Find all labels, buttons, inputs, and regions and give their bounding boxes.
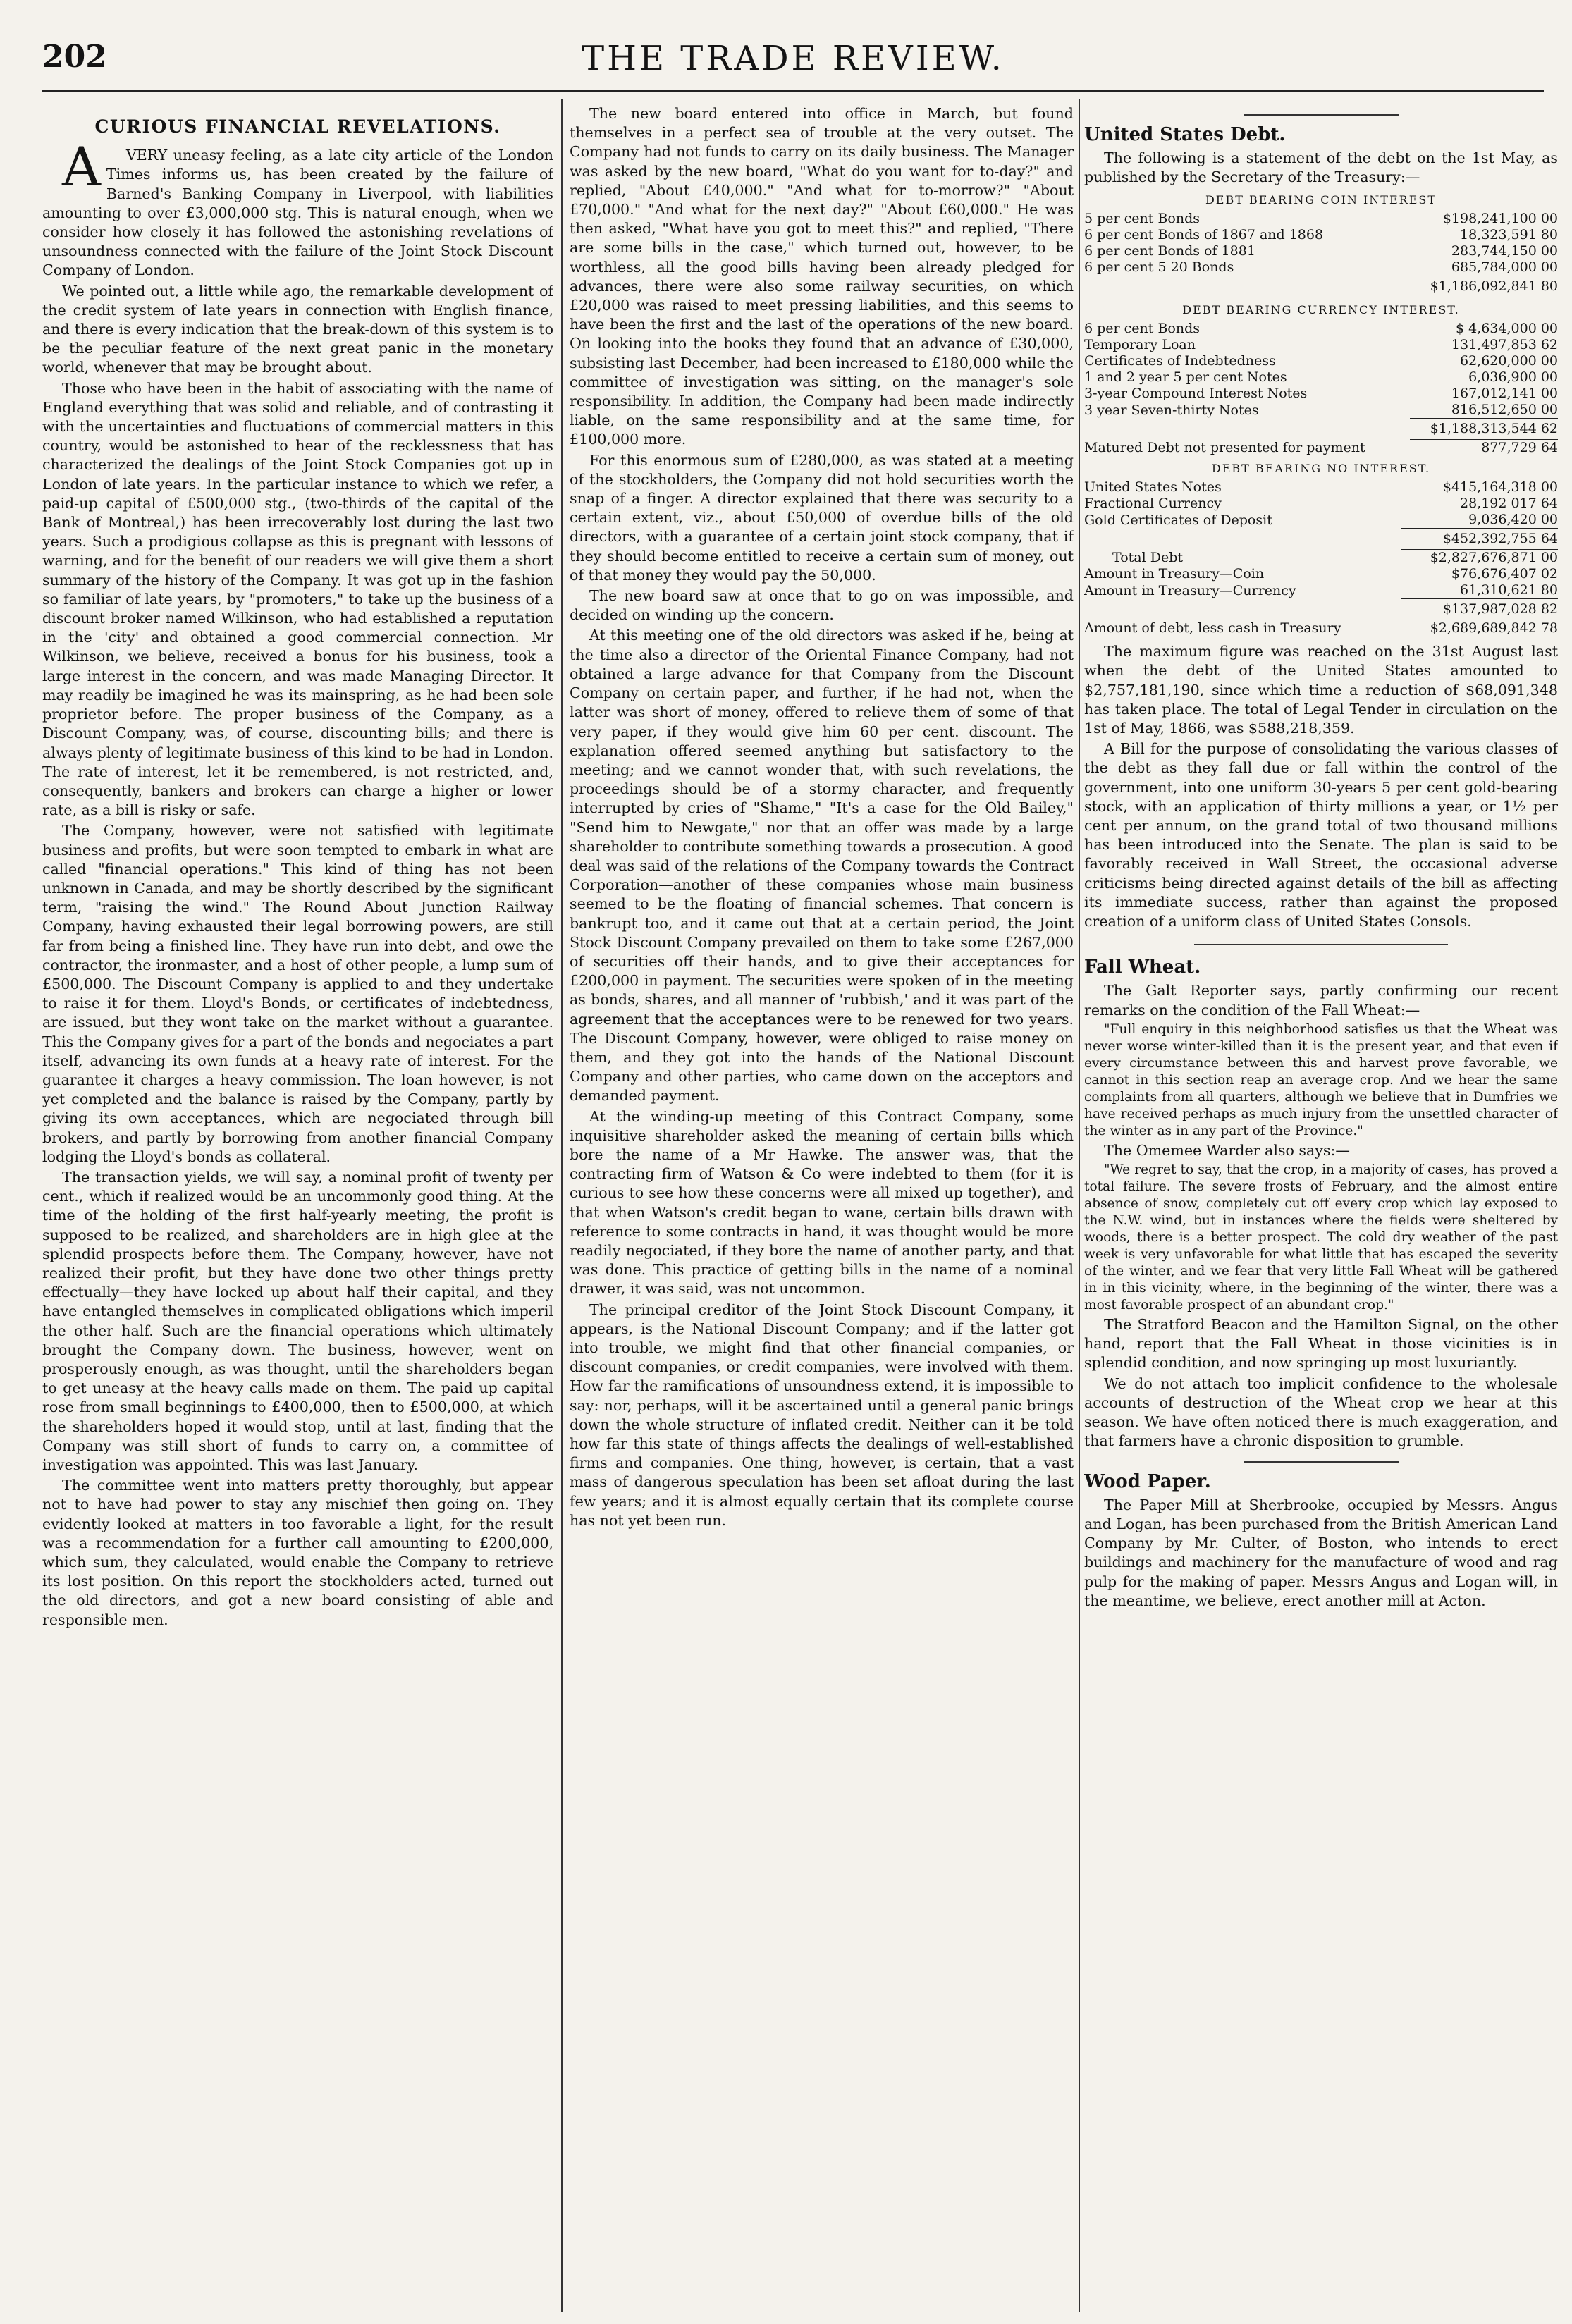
row-label: Temporary Loan [1084, 337, 1196, 353]
section-rule [1244, 114, 1399, 116]
row-label: 5 per cent Bonds [1084, 210, 1201, 226]
table-subheading: DEBT BEARING NO INTEREST. [1211, 462, 1431, 476]
subtotal-amount: $1,186,092,841 80 [1393, 276, 1558, 297]
table-row [1084, 512, 1558, 529]
page-number: 202 [42, 39, 107, 75]
table-row [1084, 353, 1558, 369]
article-paragraph: The maximum figure was reached on the 31st August last when the debt of the United States amounted to $2,757,181,190, since which time a reduction of $68,091,348 has taken place. The total of Legal Tender in circulation on the 1st of May, 1866, was $588,218,359. [1084, 643, 1558, 737]
quoted-paragraph: "We regret to say, that the crop, in a majority of cases, has proved a total failure. The severe frosts of February, and the almost entire absence of snow, completely cut off every crop which lay exposed to the N.W. wind, but in instances where the fields were sheltered by woods, there is a better prospect. The cold dry weather of the past week is very unfavorable for what little that has escaped the severity of the winter, and we fear that very little Fall Wheat will be gathered in in this vicinity, where, in the beginning of the winter, there was a most favorable prospect of an abundant crop." [1084, 1162, 1558, 1313]
article-title: CURIOUS FINANCIAL REVELATIONS. [94, 116, 501, 137]
row-amount: 167,012,141 00 [1451, 386, 1558, 402]
table-row [1084, 550, 1558, 567]
section-rule [1194, 944, 1448, 945]
article-paragraph: At the winding-up meeting of this Contract Company, some inquisitive shareholder asked the meaning of certain bills which bore the name of a Mr Hawke. The answer was, that the contracting firm of Watson & Co were indebted to them (for it is curious to see how these concerns were all mixed up together), and that when Watson's credit began to wane, certain bills drawn with reference to some contracts in hand, it was thought would be more readily negociated, if they bore the name of another party, and that was done. This practice of getting bills in the name of a nominal drawer, it was said, was not uncommon. [570, 1107, 1074, 1298]
article-title: Fall Wheat. [1084, 957, 1201, 978]
row-amount: 61,310,621 80 [1459, 582, 1558, 598]
subtotal-amount: $137,987,028 82 [1401, 599, 1558, 620]
table-total-row [1084, 599, 1558, 620]
row-label: Matured Debt not presented for payment [1084, 440, 1365, 456]
table-row [1084, 259, 1558, 276]
debt-table-currency [1084, 321, 1558, 456]
table-subheading: DEBT BEARING CURRENCY INTEREST. [1182, 302, 1460, 316]
article-paragraph: We do not attach too implicit confidence to the wholesale accounts of destruction of the Wheat crop we hear at this season. We have often noticed there is much exaggeration, and that farmers have a chronic disposition to grumble. [1084, 1375, 1558, 1450]
row-label: Amount in Treasury—Coin [1084, 566, 1265, 582]
row-label: Amount of debt, less cash in Treasury [1084, 620, 1341, 637]
subtotal-amount: $452,392,755 64 [1401, 529, 1558, 550]
row-amount: $2,689,689,842 78 [1430, 620, 1558, 637]
article-paragraph: AVERY uneasy feeling, as a late city article of the London Times informs us, has been created by the failure of Barned's Banking Company in Liverpool, with liabilities amounting to over £3,000,000 stg. This is natural enough, when we consider how closely it has followed the astonishing revelations of unsoundness connected with the failure of the Joint Stock Discount Company of London. [42, 135, 553, 279]
row-label: Gold Certificates of Deposit [1084, 512, 1272, 528]
table-row [1084, 321, 1558, 337]
column-1 [42, 104, 553, 2311]
article-paragraph: The Company, however, were not satisfied with legitimate business and profits, but were soon tempted to embark in what are called "financial operations." This kind of thing has not been unknown in Canada, and may be shortly described by the significant term, "raising the wind." The Round About Junction Railway Company, having exhausted their legal borrowing powers, are still far from being a finished line. They have run into debt, and owe the contractor, the ironmaster, and a host of other people, a lump sum of £500,000. The Discount Company is applied to and they undertake to raise it for them. Lloyd's Bonds, or certificates of indebtedness, are issued, but they wont take on the market without a guarantee. This the Company gives for a part of the bonds and negociates a part itself, advancing its own funds at a heavy rate of interest. For the guarantee it charges a heavy commission. The loan however, is not yet completed and the balance is raised by the Company, partly by giving its own acceptances, which are negociated through bill brokers, and partly by borrowing from another financial Company lodging the Lloyd's bonds as collateral. [42, 822, 553, 1165]
table-row [1084, 337, 1558, 353]
row-amount: 877,729 64 [1481, 440, 1558, 456]
article-paragraph: Those who have been in the habit of associating with the name of England everything that was solid and reliable, and of contrasting it with the uncertainties and fluctuations of commercial matters in this country, would be astonished to hear of the recklessness that has characterized the dealings of the Joint Stock Companies got up in London of late years. In the particular instance to which we refer, a paid-up capital of £500,000 stg., (two-thirds of the capital of the Bank of Montreal,) has been irrecoverably lost during the last two years. Such a prodigious collapse as this is pregnant with lessons of warning, and for the benefit of our readers we will give them a short summary of the history of the Company. It was got up in the fashion so familiar of late years, by "promoters," to take up the business of a discount broker named Wilkinson, who had established a reputation in the 'city' and obtained a good commercial connection. Mr Wilkinson, we believe, received a bonus for his business, took a large interest in the concern, and was made Managing Director. It may readily be imagined he was its mainspring, as he had been sole proprietor before. The proper business of the Company, as a Discount Company, was, of course, discounting bills; and there is always plenty of legitimate business of this kind to be had in London. The rate of interest, let it be remembered, is not restricted, and, consequently, bankers and brokers can charge a higher or lower rate, as a bill is risky or safe. [42, 379, 553, 819]
row-amount: 131,497,853 62 [1451, 337, 1558, 353]
debt-table-coin [1084, 211, 1558, 297]
row-label: 6 per cent Bonds of 1867 and 1868 [1084, 226, 1324, 242]
row-amount: 9,036,420 00 [1468, 512, 1558, 528]
article-paragraph: The Galt Reporter says, partly confirming our recent remarks on the condition of the Fall Wheat:— [1084, 982, 1558, 1019]
table-row [1084, 369, 1558, 386]
row-label: Fractional Currency [1084, 496, 1222, 512]
article-paragraph: We pointed out, a little while ago, the remarkable development of the credit system of late years in connection with English finance, and there is every indication that the break-down of this system is to be the peculiar feature of the next great panic in the monetary world, whenever that may be brought about. [42, 282, 553, 376]
row-amount: $76,676,407 02 [1451, 566, 1558, 582]
article-paragraph: The committee went into matters pretty thoroughly, but appear not to have had power to stay any mischief then going on. They evidently looked at matters in too favorable a light, for the result was a recommendation for a further call amounting to £200,000, which sum, they calculated, would enable the Company to retrieve its lost position. On this report the stockholders acted, turned out the old directors, and got a new board consisting of able and responsible men. [42, 1477, 553, 1628]
publication-title: THE TRADE REVIEW. [582, 39, 1005, 78]
table-row [1084, 496, 1558, 512]
article-paragraph: The Stratford Beacon and the Hamilton Signal, on the other hand, report that the Fall Wheat in those vicinities is in splendid condition, and now springing up most luxuriantly. [1084, 1316, 1558, 1372]
page-header [42, 39, 1544, 92]
table-row [1084, 386, 1558, 402]
table-total-row [1084, 419, 1558, 440]
article-title: United States Debt. [1084, 124, 1286, 145]
table-subheading: DEBT BEARING COIN INTEREST [1205, 192, 1437, 207]
row-label: 3 year Seven-thirty Notes [1084, 402, 1259, 418]
row-label: 3-year Compound Interest Notes [1084, 386, 1308, 402]
table-total-row [1084, 529, 1558, 550]
row-amount: $2,827,676,871 00 [1430, 550, 1558, 566]
table-row [1084, 566, 1558, 582]
row-label: Amount in Treasury—Currency [1084, 582, 1296, 598]
row-amount: 28,192 017 64 [1459, 496, 1558, 512]
table-row [1084, 227, 1558, 243]
article-paragraph: The principal creditor of the Joint Stock Discount Company, it appears, is the National Discount Company; and if the latter got into trouble, we might find that other financial companies, or discount companies, or credit companies, were involved with them. How far the ramifications of unsoundness extend, it is impossible to say: nor, perhaps, will it be ascertained until a general panic brings down the whole structure of inflated credit. Neither can it be told how far this state of things affects the dealings of well-established firms and companies. One thing, however, is certain, that a vast mass of dangerous speculation has been set afloat during the last few years; and it is almost equally certain that its complete course has not yet been run. [570, 1301, 1074, 1529]
row-amount: 62,620,000 00 [1459, 353, 1558, 369]
row-amount: 18,323,591 80 [1459, 226, 1558, 242]
article-paragraph: The new board saw at once that to go on was impossible, and decided on winding up the concern. [570, 587, 1074, 624]
row-label: Total Debt [1112, 550, 1183, 566]
row-amount: $415,164,318 00 [1442, 479, 1558, 496]
article-paragraph: The following is a statement of the debt on the 1st May, as published by the Secretary of the Treasury:— [1084, 149, 1558, 186]
row-amount: 685,784,000 00 [1451, 259, 1558, 275]
row-label: 1 and 2 year 5 per cent Notes [1084, 369, 1287, 386]
article-paragraph: A Bill for the purpose of consolidating the various classes of the debt as they fall due or fall within the control of the government, into one uniform 30-years 5 per cent gold-bearing stock, with an application of thirty millions a year, or 1½ per cent per annum, on the grand total of two thousand millions has been introduced into the Senate. The plan is said to be favorably received in Wall Street, the occasional adverse criticisms being directed against details of the bill as affecting its immediate success, rather than against the proposed creation of a uniform class of United States Consols. [1084, 740, 1558, 930]
row-label: 6 per cent Bonds of 1881 [1084, 242, 1255, 259]
table-row [1084, 402, 1558, 419]
article-paragraph: The new board entered into office in March, but found themselves in a perfect sea of trouble at the very outset. The Company had not funds to carry on its daily business. The Manager was asked by the new board, "What do you want for to-day?" and replied, "About £40,000." "And what for to-morrow?" "About £70,000." "And what for the next day?" "About £60,000." He was then asked, "What have you got to meet this?" and replied, "There are some bills in the case," which turned out, however, to be worthless, all the good bills having been already pledged for advances, there were also some railway securities, on which £20,000 was raised to meet pressing liabilities, and this seems to have been the first and the last of the operations of the new board. On looking into the books they found that an advance of £30,000, subsisting last December, had been increased to £180,000 while the committee of investigation was sitting, on the manager's sole responsibility. In addition, the Company had been made indirectly liable, on the same responsibility and at the same time, for £100,000 more. [570, 105, 1074, 448]
column-2 [570, 104, 1074, 2311]
article-paragraph: The transaction yields, we will say, a nominal profit of twenty per cent., which if realized would be an uncommonly good thing. At the time of the holding of the first half-yearly meeting, the profit is supposed to be realized, and shareholders are in high glee at the splendid prospects before them. The Company, however, have not realized their profit, but they have done two other things pretty effectually—they have locked up about half their capital, and they have entangled themselves in complicated obligations which imperil the other half. Such are the financial operations which ultimately brought the Company down. The business, however, went on prosperously enough, as was thought, until the shareholders began to get uneasy at the heavy calls made on them. The paid up capital rose from small beginnings to £400,000, then to £500,000, at which the shareholders hoped it would stop, until at last, finding that the Company was still short of funds to carry on, a committee of investigation was appointed. This was last January. [42, 1168, 553, 1474]
debt-table-no-interest [1084, 479, 1558, 637]
row-amount: $ 4,634,000 00 [1455, 321, 1558, 337]
article-paragraph: At this meeting one of the old directors was asked if he, being at the time also a director of the Oriental Finance Company, had not obtained a large advance for that Company from the Discount Company on certain paper, and further, if he had not, when the latter was short of money, offered to relieve them of some of that very paper, if they would give him 60 per cent. discount. The explanation offered seemed anything but satisfactory to the meeting; and we cannot wonder that, with such revelations, the proceedings should be of a stormy character, and frequently interrupted by cries of "Shame," "It's a case for the Old Bailey," "Send him to Newgate," nor that an offer was made by a large shareholder to contribute something towards a prosecution. A good deal was said of the relations of the Company towards the Contract Corporation—another of these companies whose main business seemed to be the floating of financial schemes. That concern is bankrupt too, and it came out that at a certain period, the Joint Stock Discount Company prevailed on them to take some £267,000 of securities off their hands, and to give their acceptances for £200,000 in payment. The securities were spoken of in the meeting as bonds, shares, and all manner of 'rubbish,' and it was part of the agreement that the acceptances were to be renewed for two years. The Discount Company, however, were obliged to raise money on them, and they got into the hands of the National Discount Company and other parties, who came down on the acceptors and demanded payment. [570, 627, 1074, 1105]
row-amount: $198,241,100 00 [1442, 210, 1558, 226]
table-total-row [1084, 276, 1558, 297]
article-paragraph: For this enormous sum of £280,000, as was stated at a meeting of the stockholders, the Company did not hold securities worth the snap of a finger. A director explained that there was security to a certain extent, viz., about £50,000 of overdue bills of the old directors, with a guarantee of a certain joint stock company, that if they should become entitled to receive a certain sum of money, out of that money they would pay the 50,000. [570, 451, 1074, 584]
quoted-paragraph: "Full enquiry in this neighborhood satisfies us that the Wheat was never worse winter-killed than it is the present year, and that even if every circumstance between this and harvest prove favorable, we cannot in this section reap an average crop. And we hear the same complaints from all quarters, although we believe that in Dumfries we have received perhaps as much injury from the unsettled character of the winter as in any part of the Province." [1084, 1021, 1558, 1138]
row-amount: 6,036,900 00 [1468, 369, 1558, 386]
table-row [1084, 582, 1558, 599]
article-title: Wood Paper. [1084, 1470, 1211, 1492]
row-label: Certificates of Indebtedness [1084, 353, 1276, 369]
row-amount: 283,744,150 00 [1451, 242, 1558, 259]
table-row [1084, 620, 1558, 637]
section-rule [1244, 1461, 1399, 1463]
row-label: United States Notes [1084, 479, 1222, 496]
header-rule [42, 90, 1544, 92]
row-label: 6 per cent 5 20 Bonds [1084, 259, 1234, 276]
row-label: 6 per cent Bonds [1084, 321, 1201, 337]
column-divider [1079, 99, 1080, 2312]
article-paragraph: The Paper Mill at Sherbrooke, occupied by Messrs. Angus and Logan, has been purchased from the British American Land Company by Mr. Culter, of Boston, who intends to erect buildings and machinery for the manufacture of wood and rag pulp for the making of paper. Messrs Angus and Logan will, in the meantime, we believe, erect another mill at Acton. [1084, 1496, 1558, 1609]
article-paragraph: The Omemee Warder also says:— [1104, 1141, 1350, 1159]
row-amount: 816,512,650 00 [1451, 402, 1558, 418]
column-divider [561, 99, 563, 2312]
table-row [1084, 211, 1558, 227]
table-row [1084, 243, 1558, 259]
subtotal-amount: $1,188,313,544 62 [1410, 419, 1558, 440]
table-row [1084, 479, 1558, 496]
table-row [1084, 440, 1558, 457]
column-3 [1084, 104, 1558, 2311]
